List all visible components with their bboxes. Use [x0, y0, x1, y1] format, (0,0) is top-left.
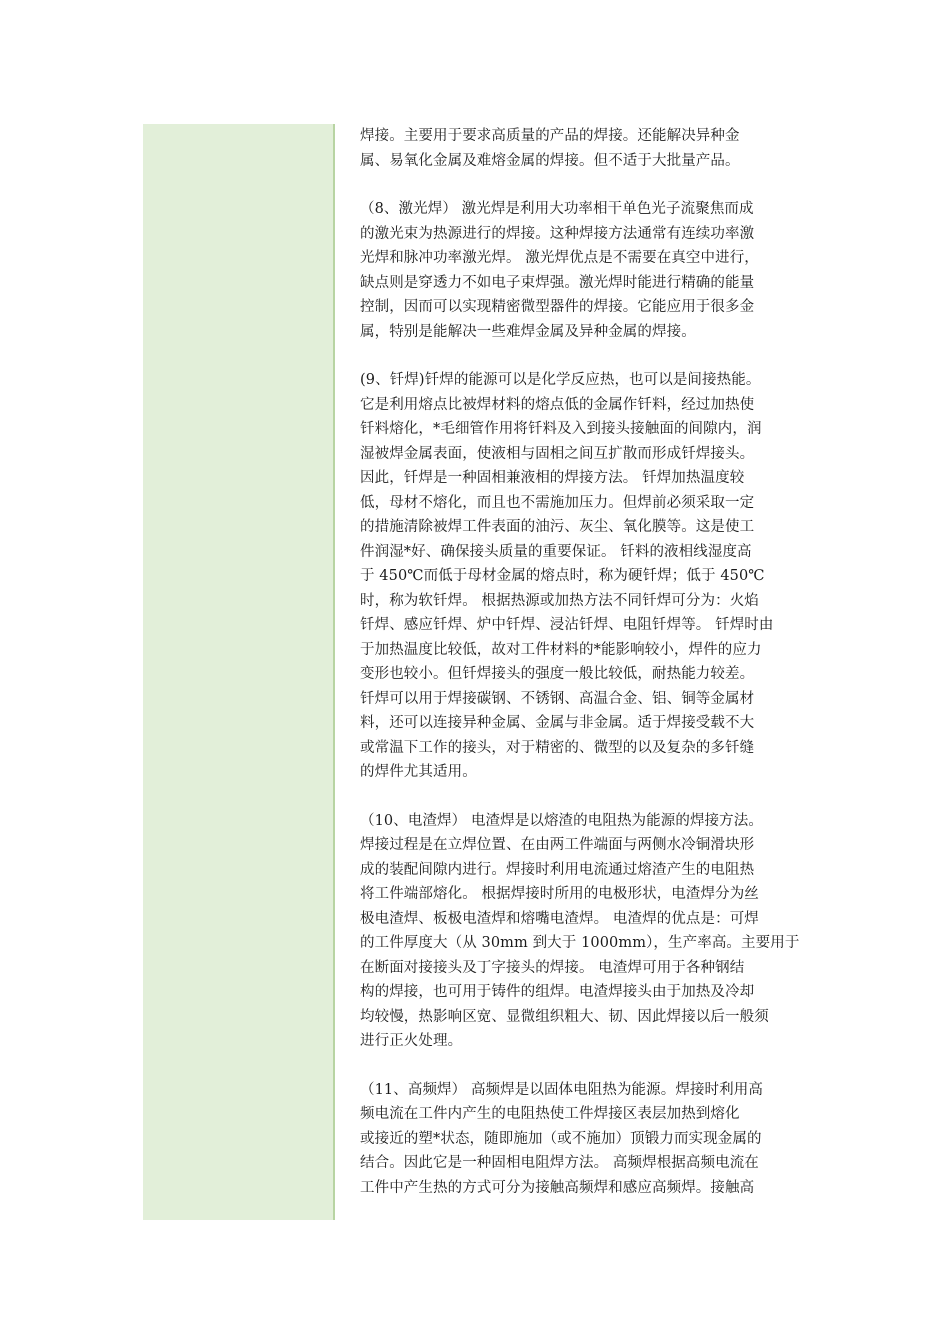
text-line: 光焊和脉冲功率激光焊。 激光焊优点是不需要在真空中进行，: [360, 250, 759, 266]
text-line: 构的焊接，也可用于铸件的组焊。电渣焊接头由于加热及冷却: [360, 984, 755, 1000]
paragraph-laser-welding: [360, 197, 812, 344]
text-line: 钎焊可以用于焊接碳钢、不锈钢、高温合金、铝、铜等金属材: [360, 690, 755, 707]
text-line: 件润湿*好、确保接头质量的重要保证。 钎料的液相线湿度高: [360, 543, 752, 560]
text-line: 变形也较小。但钎焊接头的强度一般比较低，耐热能力较差。: [360, 666, 755, 682]
text-line: 湿被焊金属表面，使液相与固相之间互扩散而形成钎焊接头。: [360, 445, 755, 462]
text-line: 焊接过程是在立焊位置、在由两工件端面与两侧水冷铜滑块形: [360, 837, 755, 853]
text-line: 的措施清除被焊工件表面的油污、灰尘、氧化膜等。这是使工: [360, 519, 755, 535]
text-line: 结合。因此它是一种固相电阻焊方法。 高频焊根据高频电流在: [360, 1155, 759, 1171]
text-line: 或接近的塑*状态，随即施加（或不施加）顶锻力而实现金属的: [360, 1130, 762, 1147]
text-line: 进行正火处理。: [360, 1033, 463, 1049]
paragraph-electroslag-welding: [360, 809, 812, 1054]
text-line: 工件中产生热的方式可分为接触高频焊和感应高频焊。接触高: [360, 1179, 755, 1196]
paragraph-brazing: [360, 368, 812, 785]
text-line: 控制，因而可以实现精密微型器件的焊接。它能应用于很多金: [360, 299, 755, 315]
text-line: 的激光束为热源进行的焊接。这种焊接方法通常有连续功率激: [360, 225, 755, 242]
text-line: （10、电渣焊） 电渣焊是以熔渣的电阻热为能源的焊接方法。: [360, 812, 763, 829]
text-line: 时，称为软钎焊。 根据热源或加热方法不同钎焊可分为：火焰: [360, 592, 759, 609]
text-line: 或常温下工作的接头，对于精密的、微型的以及复杂的多钎缝: [360, 739, 755, 756]
text-line: 料，还可以连接异种金属、金属与非金属。适于焊接受载不大: [360, 715, 755, 731]
text-line: 低，母材不熔化，而且也不需施加压力。但焊前必须采取一定: [360, 494, 755, 511]
text-line: （11、高频焊） 高频焊是以固体电阻热为能源。焊接时利用高: [360, 1081, 763, 1098]
text-line: 钎料熔化，*毛细管作用将钎料及入到接头接触面的间隙内，润: [360, 421, 762, 437]
text-line: 极电渣焊、板极电渣焊和熔嘴电渣焊。 电渣焊的优点是：可焊: [360, 910, 759, 927]
text-line: 的焊件尤其适用。: [360, 764, 477, 780]
text-line: 因此，钎焊是一种固相兼液相的焊接方法。 钎焊加热温度较: [360, 470, 745, 486]
document-body: [360, 124, 812, 1224]
text-line: (9、钎焊)钎焊的能源可以是化学反应热，也可以是间接热能。: [360, 372, 761, 388]
text-line: 钎焊、感应钎焊、炉中钎焊、浸沾钎焊、电阻钎焊等。 钎焊时由: [360, 617, 774, 633]
text-line: 属、易氧化金属及难熔金属的焊接。但不适于大批量产品。: [360, 152, 740, 169]
paragraph-electron-beam-cont: [360, 124, 812, 173]
text-line: 它是利用熔点比被焊材料的熔点低的金属作钎料，经过加热使: [360, 396, 755, 413]
text-line: 频电流在工件内产生的电阻热使工件焊接区表层加热到熔化: [360, 1106, 740, 1122]
text-line: 将工件端部熔化。 根据焊接时所用的电极形状，电渣焊分为丝: [360, 886, 759, 902]
left-margin-panel: [143, 124, 335, 1220]
text-line: 在断面对接接头及丁字接头的焊接。 电渣焊可用于各种钢结: [360, 959, 745, 976]
text-line: 均较慢，热影响区宽、显微组织粗大、韧、因此焊接以后一般须: [360, 1008, 769, 1025]
text-line: （8、激光焊） 激光焊是利用大功率相干单色光子流聚焦而成: [360, 201, 754, 217]
text-line: 属，特别是能解决一些难焊金属及异种金属的焊接。: [360, 323, 696, 340]
text-line: 于加热温度比较低，故对工件材料的*能影响较小，焊件的应力: [360, 641, 762, 658]
text-line: 的工件厚度大（从 30mm 到大于 1000mm），生产率高。主要用于: [360, 935, 800, 951]
text-line: 于 450℃而低于母材金属的熔点时，称为硬钎焊；低于 450℃: [360, 568, 765, 584]
text-line: 缺点则是穿透力不如电子束焊强。激光焊时能进行精确的能量: [360, 274, 755, 291]
text-line: 焊接。主要用于要求高质量的产品的焊接。还能解决异种金: [360, 128, 740, 144]
text-line: 成的装配间隙内进行。焊接时利用电流通过熔渣产生的电阻热: [360, 861, 755, 878]
paragraph-high-frequency-welding: [360, 1078, 812, 1201]
